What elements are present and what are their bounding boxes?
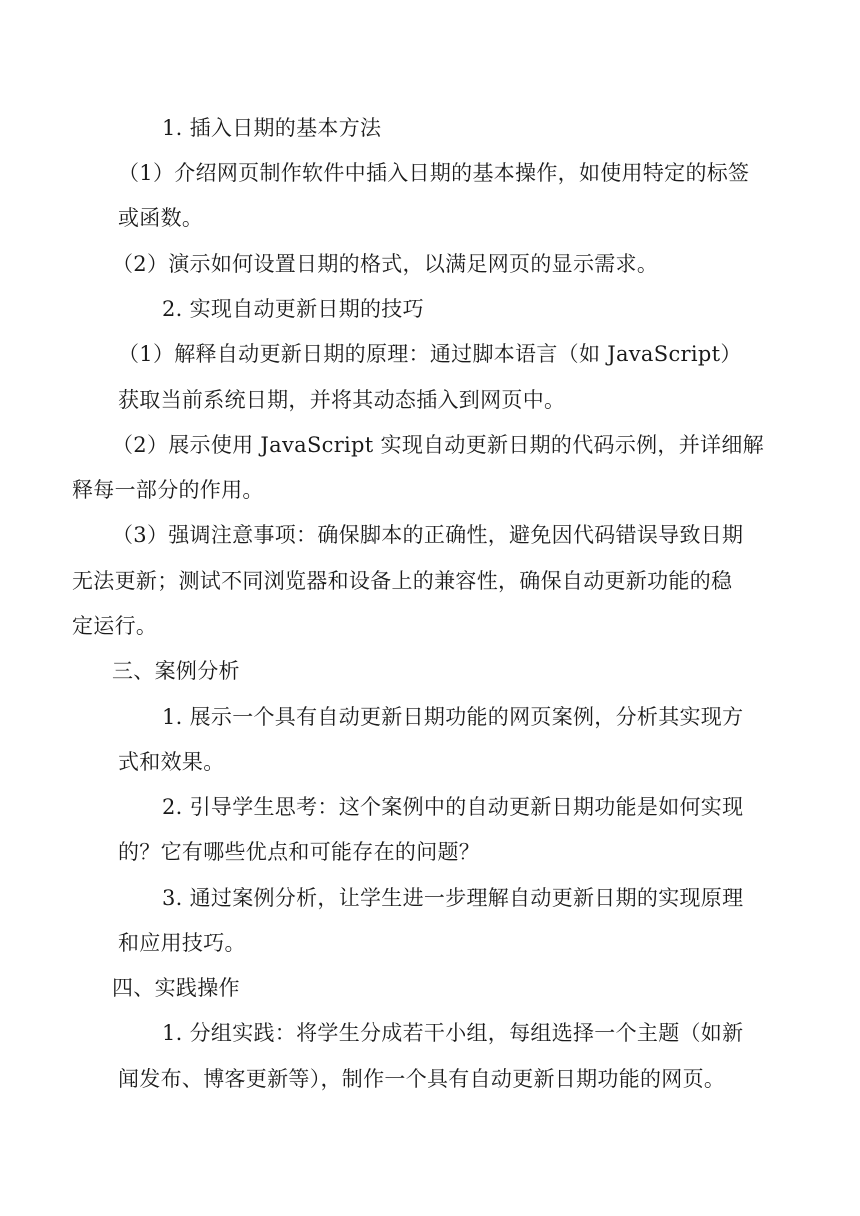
list-item: 3. 通过案例分析，让学生进一步理解自动更新日期的实现原理 (162, 886, 744, 910)
text-line: （1）解释自动更新日期的原理：通过脚本语言（如 JavaScript） (118, 342, 742, 366)
list-item: 1. 分组实践：将学生分成若干小组，每组选择一个主题（如新 (162, 1021, 744, 1045)
text-line: 闻发布、博客更新等），制作一个具有自动更新日期功能的网页。 (118, 1067, 726, 1091)
text-line: （2）演示如何设置日期的格式，以满足网页的显示需求。 (112, 252, 659, 276)
text-line: （1）介绍网页制作软件中插入日期的基本操作，如使用特定的标签 (118, 161, 750, 185)
section-heading: 四、实践操作 (112, 976, 240, 1000)
list-item: 2. 引导学生思考：这个案例中的自动更新日期功能是如何实现 (162, 795, 744, 819)
text-line: 式和效果。 (118, 750, 225, 774)
text-line: 的？它有哪些优点和可能存在的问题？ (118, 840, 481, 864)
subsection-heading: 2. 实现自动更新日期的技巧 (162, 297, 424, 321)
text-line: （3）强调注意事项：确保脚本的正确性，避免因代码错误导致日期 (112, 523, 744, 547)
subsection-heading: 1. 插入日期的基本方法 (162, 116, 382, 140)
text-line: 定运行。 (72, 614, 158, 638)
text-line: 或函数。 (118, 206, 204, 230)
text-line: 和应用技巧。 (118, 931, 246, 955)
text-line: 获取当前系统日期，并将其动态插入到网页中。 (118, 388, 566, 412)
section-heading: 三、案例分析 (112, 659, 240, 683)
text-line: （2）展示使用 JavaScript 实现自动更新日期的代码示例，并详细解 (112, 433, 764, 457)
list-item: 1. 展示一个具有自动更新日期功能的网页案例，分析其实现方 (162, 705, 744, 729)
text-line: 释每一部分的作用。 (72, 478, 264, 502)
text-line: 无法更新；测试不同浏览器和设备上的兼容性，确保自动更新功能的稳 (72, 569, 733, 593)
